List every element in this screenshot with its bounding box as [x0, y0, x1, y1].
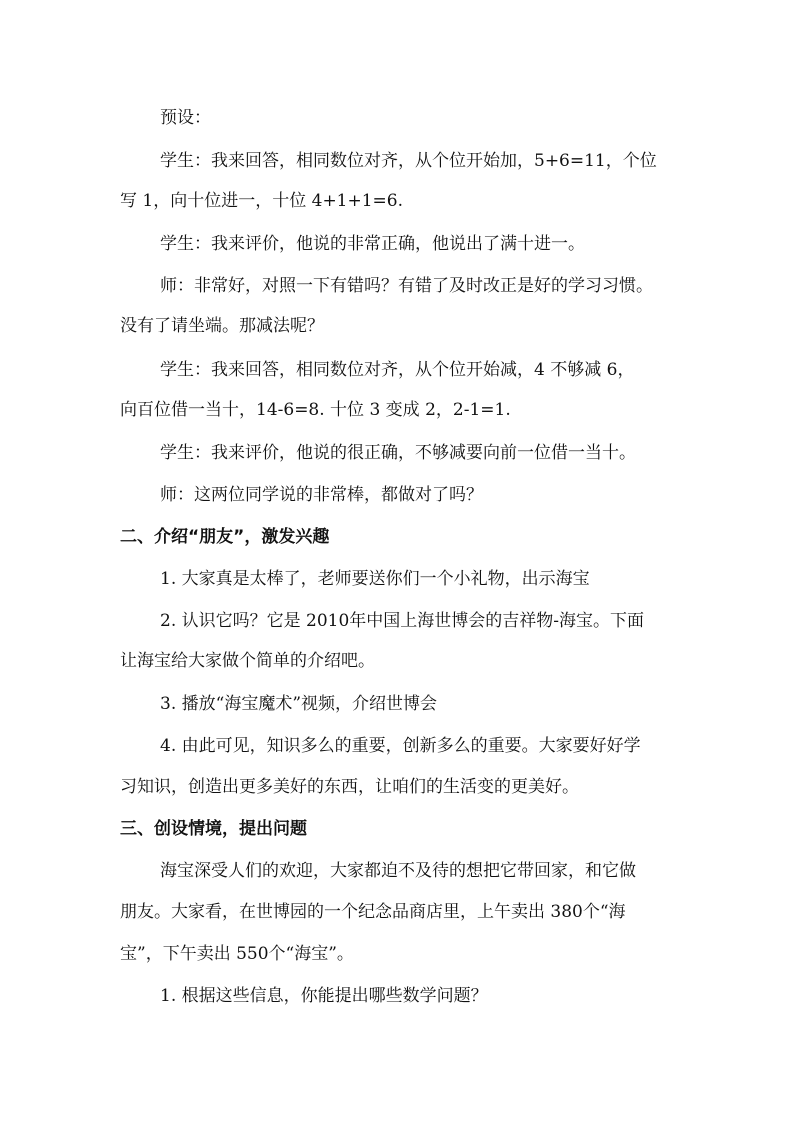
list-item: 4. 由此可见，知识多么的重要，创新多么的重要。大家要好好学 — [160, 736, 641, 756]
list-item: 2. 认识它吗？它是 2010年中国上海世博会的吉祥物-海宝。下面 — [160, 611, 645, 631]
paragraph-line: 师：非常好，对照一下有错吗？有错了及时改正是好的学习习惯。 — [160, 276, 653, 296]
paragraph-line: 宝”，下午卖出 550个“海宝”。 — [120, 944, 354, 964]
list-item-continuation: 让海宝给大家做个简单的介绍吧。 — [120, 651, 375, 671]
paragraph-line: 写 1，向十位进一，十位 4+1+1=6. — [120, 191, 404, 211]
paragraph-line: 向百位借一当十，14-6=8. 十位 3 变成 2，2-1=1. — [120, 400, 511, 420]
paragraph-line: 海宝深受人们的欢迎，大家都迫不及待的想把它带回家，和它做 — [160, 861, 636, 881]
paragraph-line: 学生：我来评价，他说的非常正确，他说出了满十进一。 — [160, 234, 585, 254]
list-item: 3. 播放“海宝魔术”视频，介绍世博会 — [160, 694, 438, 714]
list-item: 1. 根据这些信息，你能提出哪些数学问题？ — [160, 986, 488, 1006]
paragraph-line: 学生：我来回答，相同数位对齐，从个位开始加，5+6=11，个位 — [160, 151, 657, 171]
list-item-continuation: 习知识，创造出更多美好的东西，让咱们的生活变的更美好。 — [120, 777, 579, 797]
paragraph-line: 学生：我来评价，他说的很正确，不够减要向前一位借一当十。 — [160, 443, 636, 463]
paragraph-line: 朋友。大家看，在世博园的一个纪念品商店里，上午卖出 380个“海 — [120, 902, 626, 922]
list-item: 1. 大家真是太棒了，老师要送你们一个小礼物，出示海宝 — [160, 569, 590, 589]
section-heading-3: 三、创设情境，提出问题 — [120, 819, 307, 839]
paragraph-line: 学生：我来回答，相同数位对齐，从个位开始减，4 不够减 6， — [160, 360, 635, 380]
paragraph-line: 没有了请坐端。那减法呢？ — [120, 316, 324, 336]
section-heading-2: 二、介绍“朋友”，激发兴趣 — [120, 527, 330, 547]
paragraph-preset: 预设： — [160, 108, 211, 128]
paragraph-line: 师：这两位同学说的非常棒，都做对了吗？ — [160, 485, 483, 505]
